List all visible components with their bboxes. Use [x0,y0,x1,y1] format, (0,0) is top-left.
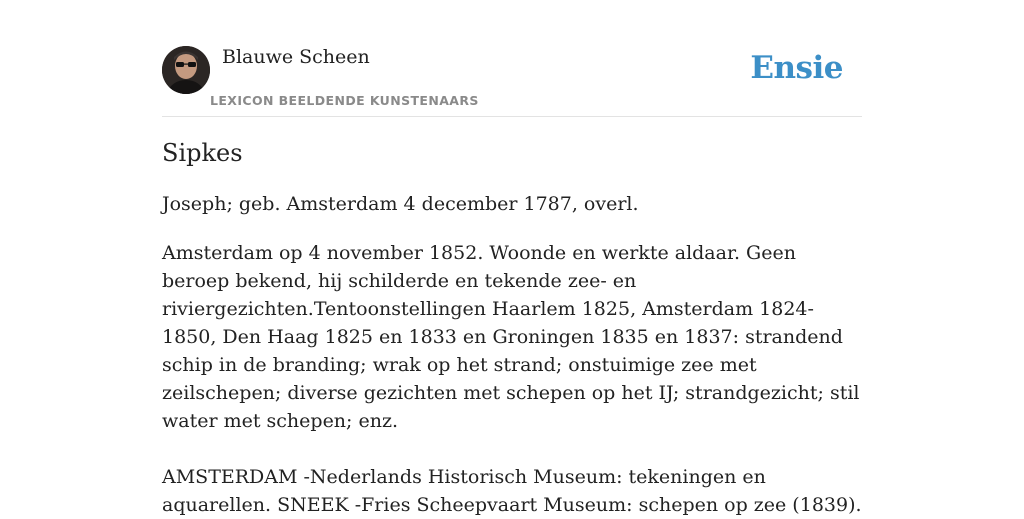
author-name[interactable]: Blauwe Scheen [222,46,370,68]
author-subtitle: LEXICON BEELDENDE KUNSTENAARS [210,93,479,108]
article-body [162,239,862,519]
article-paragraph: Amsterdam op 4 november 1852. Woonde en werkte aldaar. Geen beroep bekend, hij schilderde en tekende zee- en riviergezichten.Tentoonstellingen Haarlem 1825, Amsterdam 1824-1850, Den Haag 1825 en 1833 en Groningen 1835 en 1837: strandend schip in de branding; wrak op het strand; onstuimige zee met zeilschepen; diverse gezichten met schepen op het IJ; strandgezicht; stil water met schepen; enz. [162,242,860,432]
article-paragraph: AMSTERDAM -Nederlands Historisch Museum: tekeningen en aquarellen. SNEEK -Fries Scheepvaart Museum: schepen op zee (1839). [162,466,862,516]
page-container [162,0,862,516]
article-lead: Joseph; geb. Amsterdam 4 december 1787, overl. [162,193,639,215]
brand-logo[interactable]: Ensie [750,50,843,86]
avatar-portrait-icon [162,46,210,94]
header [162,0,862,117]
avatar[interactable] [162,46,210,94]
article-title: Sipkes [162,139,243,167]
